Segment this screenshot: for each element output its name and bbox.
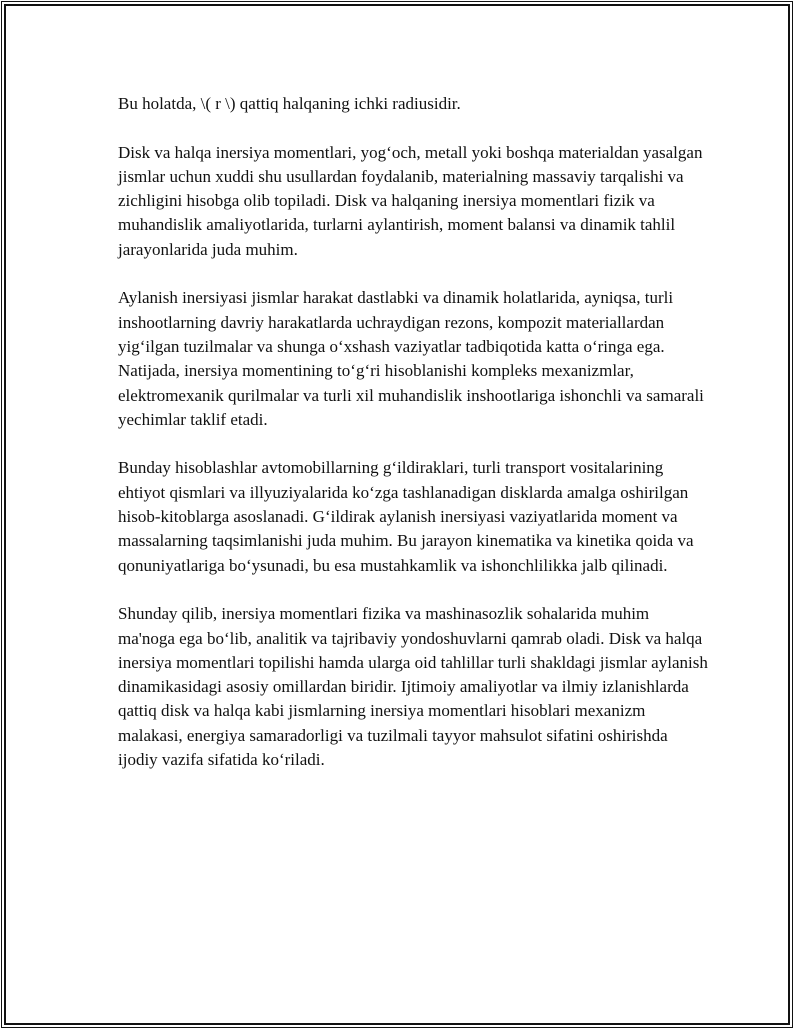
paragraph-disk-ring-moments: Disk va halqa inersiya momentlari, yog‘och, metall yoki boshqa materialdan yasalgan jismlar uchun xuddi shu usullardan foydalanib, materialning massaviy tarqalishi va zichligini hisobga olib topiladi. Disk va halqaning inersiya momentlari fizik va muhandislik amaliyotlarida, turlarni aylantirish, moment balansi va dinamik tahlil jarayonlarida juda muhim.: [118, 142, 703, 259]
document-body: [118, 92, 708, 797]
paragraph-vehicle-wheels: Bunday hisoblashlar avtomobillarning g‘ildiraklari, turli transport vositalarining ehtiyot qismlari va illyuziyalarida ko‘zga tashlanadigan disklarda amalga oshirilgan hisob-kitoblarga asoslanadi. G‘ildirak aylanish inersiyasi vaziyatlarida moment va massalarning taqsimlanishi juda muhim. Bu jarayon kinematika va kinetika qoida va qonuniyatlariga bo‘ysunadi, bu esa mustahkamlik va ishonchlilikka jalb qilinadi.: [118, 458, 694, 575]
paragraph-radius-note: Bu holatda, \( r \) qattiq halqaning ichki radiusidir.: [118, 94, 461, 113]
paragraph-rotational-inertia: Aylanish inersiyasi jismlar harakat dastlabki va dinamik holatlarida, ayniqsa, turli inshootlarning davriy harakatlarda uchraydigan rezons, kompozit materiallardan yig‘ilgan tuzilmalar va shunga o‘xshash vaziyatlar tadbiqotida katta o‘ringa ega. Natijada, inersiya momentining to‘g‘ri hisoblanishi kompleks mexanizmlar, elektromexanik qurilmalar va turli xil muhandislik inshootlariga ishonchli va samarali yechimlar taklif etadi.: [118, 288, 704, 429]
paragraph-conclusion: Shunday qilib, inersiya momentlari fizika va mashinasozlik sohalarida muhim ma'noga ega bo‘lib, analitik va tajribaviy yondoshuvlarni qamrab oladi. Disk va halqa inersiya momentlari topilishi hamda ularga oid tahlillar turli shakldagi jismlar aylanish dinamikasidagi asosiy omillardan biridir. Ijtimoiy amaliyotlar va ilmiy izlanishlarda qattiq disk va halqa kabi jismlarning inersiya momentlari hisoblari mexanizm malakasi, energiya samaradorligi va tuzilmali tayyor mahsulot sifatini oshirishda ijodiy vazifa sifatida ko‘riladi.: [118, 604, 708, 770]
